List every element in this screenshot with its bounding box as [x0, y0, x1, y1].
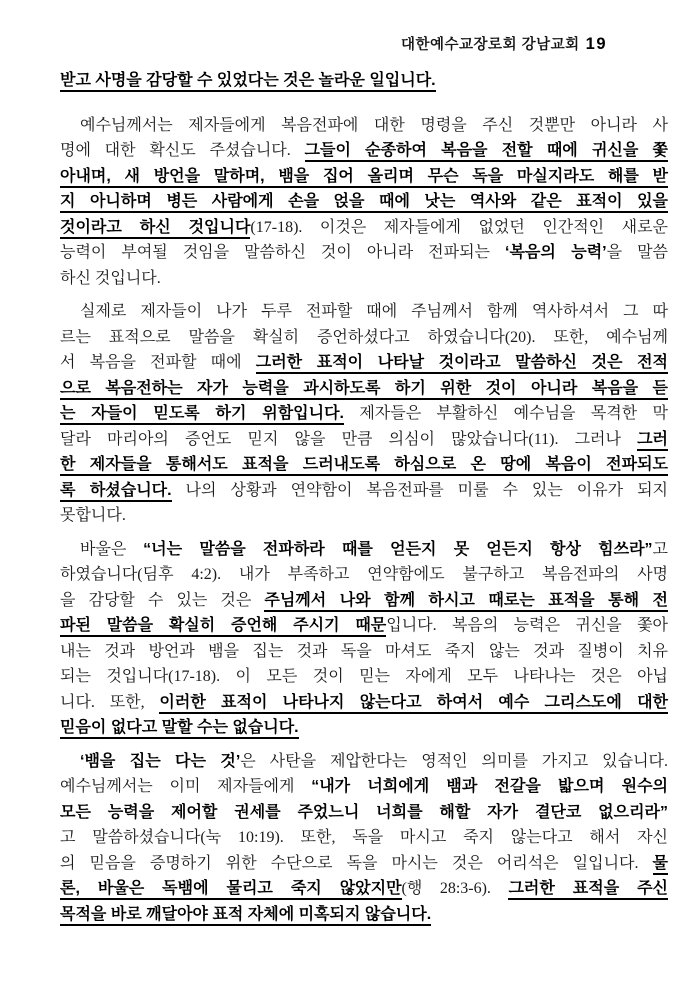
- carryover-title-paragraph: [60, 68, 668, 94]
- emphasized-underlined-text: 그러한 표적을 주신: [508, 880, 668, 900]
- text-line: [60, 215, 668, 241]
- body-text: 고: [652, 540, 668, 558]
- text-line: [60, 749, 668, 775]
- body-text: 하신 것입니다.: [60, 269, 161, 287]
- church-name: 대한예수교장로회 강남교회: [401, 37, 580, 53]
- body-text: 달라 마리아의 증언도 믿지 않을 만큼 의심이 많았습니다(11). 그러나: [60, 430, 638, 448]
- body-text: 르는 표적으로 말씀을 확실히 증언하셨다고 하였습니다(20). 또한, 예수님께: [60, 328, 668, 346]
- emphasized-underlined-text: 것이라고 하신 것입니다: [60, 219, 250, 239]
- emphasized-underlined-text: 는 자들이 믿도록 하기 위함입니다.: [60, 405, 344, 425]
- body-text: 고 말씀하셨습니다(눅 10:19). 또한, 독을 마시고 죽지 않는다고 해서 자신: [60, 829, 668, 846]
- body-text: 못합니다.: [60, 507, 126, 524]
- emphasized-underlined-text: 지 아니하며 병든 사람에게 손을 얹을 때에 낫는 역사와 같은 표적이 있을: [60, 193, 668, 213]
- page-number: 19: [585, 35, 607, 53]
- body-text: 제자들은 부활하신 예수님을 목격한 막: [343, 405, 668, 422]
- body-text: 하였습니다(딤후 4:2). 내가 부족하고 연약함에도 불구하고 복음전파의 사명: [60, 566, 668, 583]
- text-line: [60, 664, 668, 690]
- body-text: 을 말씀: [606, 244, 668, 261]
- text-line: [60, 715, 668, 741]
- text-line: [60, 68, 668, 94]
- body-text: (17-18). 이것은 제자들에게 없었던 인간적인 새로운: [250, 218, 668, 236]
- body-text: 나의 상황과 연약함이 복음전파를 미룰 수 있는 이유가 되지: [171, 481, 668, 499]
- body-text: 서 복음을 전파할 때에: [60, 354, 256, 371]
- text-line: [60, 452, 668, 478]
- emphasized-text: 모든 능력을 제어할 권세를 주었느니 너희를 해할 자가 결단코 없으리라”: [60, 803, 668, 821]
- emphasized-text: “내가 너희에게 뱀과 전갈을 밟으며 원수의: [311, 778, 668, 795]
- emphasized-underlined-text: 그들이 순종하여 복음을 전할 때에 귀신을 쫓: [305, 142, 668, 162]
- text-line: [60, 113, 668, 139]
- emphasized-underlined-text: 아내며, 새 방언을 말하며, 뱀을 집어 올리며 무슨 독을 마실지라도 해를 받: [60, 168, 668, 188]
- emphasized-text: ‘복음의 능력’: [505, 244, 607, 261]
- body-text: 을 감당할 수 있는 것은: [60, 591, 265, 609]
- text-line: [60, 427, 668, 453]
- emphasized-underlined-text: 으로 복음전하는 자가 능력을 과시하도록 하기 위한 것이 아니라 복음을 듣: [60, 380, 668, 400]
- body-text: 예수님께서는 이미 제자들에게: [60, 778, 312, 795]
- emphasized-underlined-text: 론, 바울은 독뱀에 물리고 죽지 않았지만: [60, 880, 402, 900]
- text-line: [60, 825, 668, 851]
- text-line: [60, 266, 668, 292]
- paragraph: [60, 299, 668, 529]
- emphasized-underlined-text: 믿음이 없다고 말할 수는 없습니다.: [60, 719, 299, 739]
- text-line: [60, 240, 668, 266]
- text-line: [60, 503, 668, 529]
- document-body: [60, 68, 668, 927]
- text-line: [60, 588, 668, 614]
- text-line: [60, 639, 668, 665]
- body-text: 실제로 제자들이 나가 두루 전파할 때에 주님께서 함께 역사하셔서 그 따: [80, 303, 668, 320]
- body-text: 바울은: [80, 540, 144, 558]
- paragraph: [60, 537, 668, 741]
- emphasized-underlined-text: 록 하셨습니다.: [60, 482, 172, 502]
- text-line: [60, 800, 668, 826]
- text-line: [60, 690, 668, 716]
- body-text: 은 사탄을 제압한다는 영적인 의미를 가지고 있습니다.: [240, 752, 668, 770]
- text-line: [60, 774, 668, 800]
- body-text: 되는 것입니다(17-18). 이 모든 것이 믿는 자에게 모두 나타나는 것은 아닙: [60, 668, 668, 685]
- text-line: [60, 299, 668, 325]
- emphasized-underlined-text: 목적을 바로 깨달아야 표적 자체에 미혹되지 않습니다.: [60, 906, 431, 926]
- emphasized-underlined-text: 그러: [637, 431, 668, 451]
- body-text: 의 믿음을 증명하기 위한 수단으로 독을 마시는 것은 어리석은 일입니다.: [60, 854, 653, 872]
- emphasized-underlined-text: 그러한 표적이 나타날 것이라고 말씀하신 것은 전적: [256, 354, 668, 374]
- emphasized-underlined-text: 파된 말씀을 확실히 증언해 주시기 때문: [60, 617, 386, 637]
- paragraph: [60, 113, 668, 292]
- text-line: [60, 401, 668, 427]
- body-text: 능력이 부여될 것임을 말씀하신 것이 아니라 전파되는: [60, 244, 505, 261]
- body-text: 명에 대한 확신도 주셨습니다.: [60, 142, 305, 159]
- text-line: [60, 164, 668, 190]
- page-header: [401, 33, 607, 54]
- body-text: 예수님께서는 제자들에게 복음전파에 대한 명령을 주신 것뿐만 아니라 사: [80, 116, 668, 134]
- text-line: [60, 325, 668, 351]
- body-text: 내는 것과 방언과 뱀을 집는 것과 독을 마셔도 죽지 않는 것과 질병이 치유: [60, 642, 668, 660]
- text-line: [60, 902, 668, 928]
- paragraph: [60, 749, 668, 928]
- text-line: [60, 138, 668, 164]
- text-line: [60, 851, 668, 877]
- emphasized-underlined-text: 한 제자들을 통해서도 표적을 드러내도록 하심으로 온 땅에 복음이 전파되도: [60, 456, 668, 476]
- body-text: 입니다. 복음의 능력은 귀신을 쫓아: [386, 617, 668, 634]
- body-text: 니다. 또한,: [60, 693, 160, 711]
- emphasized-underlined-text: 주님께서 나와 함께 하시고 때로는 표적을 통해 전: [264, 592, 668, 612]
- text-line: [60, 376, 668, 402]
- text-line: [60, 537, 668, 563]
- text-line: [60, 350, 668, 376]
- emphasized-text: “너는 말씀을 전파하라 때를 얻든지 못 얻든지 항상 힘쓰라”: [143, 540, 653, 558]
- text-line: [60, 189, 668, 215]
- text-line: [60, 478, 668, 504]
- text-line: [60, 562, 668, 588]
- emphasized-text: ‘뱀을 집는 다는 것’: [80, 752, 241, 770]
- body-text: (행 28:3-6).: [401, 880, 509, 897]
- emphasized-underlined-text: 물: [653, 855, 668, 875]
- text-line: [60, 613, 668, 639]
- emphasized-underlined-text: 이러한 표적이 나타나지 않는다고 하여서 예수 그리스도에 대한: [159, 694, 668, 714]
- text-line: [60, 876, 668, 902]
- emphasized-underlined-text: 받고 사명을 감당할 수 있었다는 것은 놀라운 일입니다.: [60, 72, 436, 92]
